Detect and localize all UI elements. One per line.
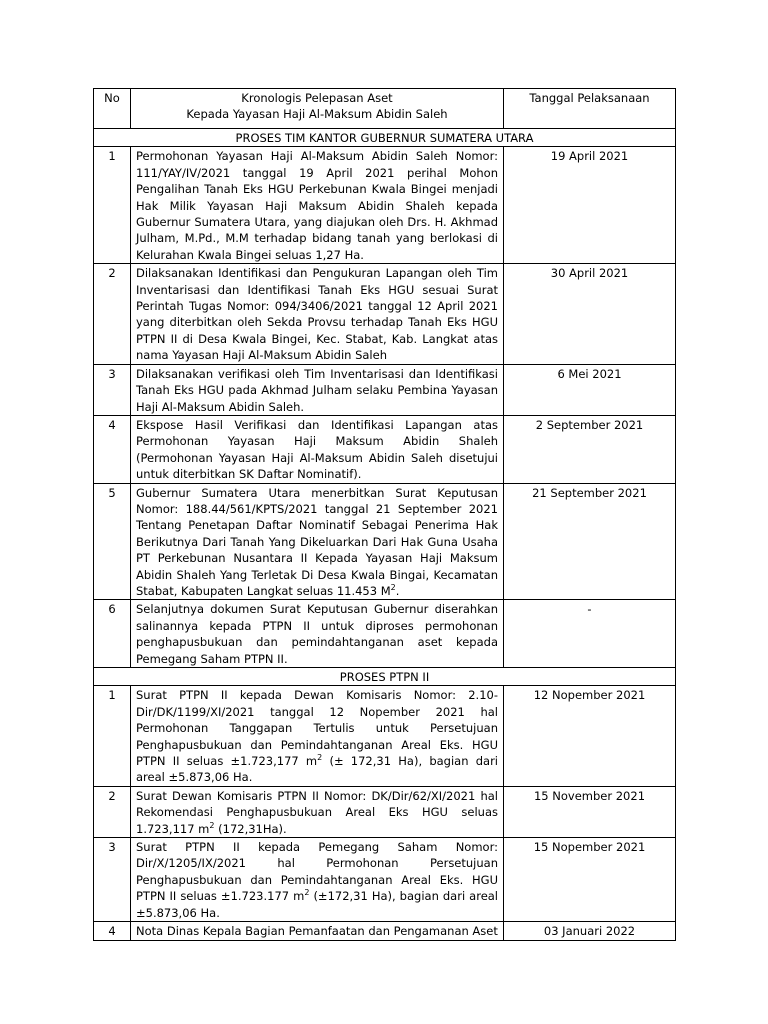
section-header-row xyxy=(94,668,676,686)
section-header-row xyxy=(94,129,676,147)
row-description xyxy=(131,483,504,600)
row-date: 2 September 2021 xyxy=(504,415,676,483)
description-text: Dilaksanakan verifikasi oleh Tim Inventarisasi dan Identifikasi Tanah Eks HGU pada Akhmad Julham selaku Pembina Yayasan Haji Al-Maksum Abidin Saleh. xyxy=(136,366,498,414)
table-row xyxy=(94,364,676,415)
table-row xyxy=(94,415,676,483)
header-date: Tanggal Pelaksanaan xyxy=(504,89,676,129)
header-title xyxy=(131,89,504,129)
description-text: Surat Dewan Komisaris PTPN II Nomor: DK/Dir/62/XI/2021 hal Rekomendasi Penghapusbukuan Areal Eks HGU seluas 1.723,117 m xyxy=(136,788,498,836)
row-number: 5 xyxy=(94,483,131,600)
table-body xyxy=(94,129,676,941)
row-number: 3 xyxy=(94,364,131,415)
header-row xyxy=(94,89,676,129)
row-description xyxy=(131,838,504,922)
row-number: 1 xyxy=(94,686,131,786)
row-description xyxy=(131,264,504,364)
row-description xyxy=(131,415,504,483)
row-description xyxy=(131,600,504,668)
row-description xyxy=(131,922,504,940)
section-title: PROSES TIM KANTOR GUBERNUR SUMATERA UTARA xyxy=(94,129,676,147)
row-date: - xyxy=(504,600,676,668)
row-date: 15 November 2021 xyxy=(504,786,676,837)
superscript: 2 xyxy=(317,753,323,763)
description-text: Gubernur Sumatera Utara menerbitkan Surat Keputusan Nomor: 188.44/561/KPTS/2021 tanggal 21 September 2021 Tentang Penetapan Daftar Nominatif Sebagai Penerima Hak Berikutnya Dari Tanah Yang Dikeluarkan Dari Hak Guna Usaha PT Perkebunan Nusantara II Kepada Yayasan Haji Maksum Abidin Shaleh Yang Terletak Di Desa Kwala Bingai, Kecamatan Stabat, Kabupaten Langkat seluas 11.453 M xyxy=(136,485,498,598)
description-text: Ekspose Hasil Verifikasi dan Identifikasi Lapangan atas Permohonan Yayasan Haji Maksum Abidin Shaleh (Permohonan Yayasan Haji Al-Maksum Abidin Saleh disetujui untuk diterbitkan SK Daftar Nominatif). xyxy=(136,417,498,482)
description-text: (± 172,31 Ha), bagian dari areal ±5.873,06 Ha. xyxy=(136,754,498,785)
description-text: Surat PTPN II kepada Dewan Komisaris Nomor: 2.10-Dir/DK/1199/XI/2021 tanggal 12 Nopember 2021 hal Permohonan Tanggapan Tertulis untuk Persetujuan Penghapusbukuan dan Pemindahtanganan Areal Eks. HGU PTPN II seluas ±1.723,177 m xyxy=(136,688,498,769)
row-number: 4 xyxy=(94,922,131,940)
section-title: PROSES PTPN II xyxy=(94,668,676,686)
row-date: 19 April 2021 xyxy=(504,147,676,264)
table-row xyxy=(94,600,676,668)
chronology-table xyxy=(93,88,676,941)
row-number: 3 xyxy=(94,838,131,922)
row-date: 30 April 2021 xyxy=(504,264,676,364)
description-text: Permohonan Yayasan Haji Al-Maksum Abidin Saleh Nomor: 111/YAY/IV/2021 tanggal 19 April 2021 perihal Mohon Pengalihan Tanah Eks HGU Perkebunan Kwala Bingei menjadi Hak Milik Yayasan Haji Maksum Abidin Shaleh kepada Gubernur Sumatera Utara, yang diajukan oleh Drs. H. Akhmad Julham, M.Pd., M.M terhadap bidang tanah yang berlokasi di Kelurahan Kwala Bingei seluas 1,27 Ha. xyxy=(136,149,498,262)
description-text: (172,31Ha). xyxy=(214,821,287,836)
table-row xyxy=(94,147,676,264)
description-text: (±172,31 Ha), bagian dari areal ±5.873,06 Ha. xyxy=(136,889,499,920)
table-row xyxy=(94,922,676,940)
description-text: Nota Dinas Kepala Bagian Pemanfaatan dan Pengamanan Aset xyxy=(136,924,498,939)
table-row xyxy=(94,786,676,837)
header-title-line2: Kepada Yayasan Haji Al-Maksum Abidin Saleh xyxy=(186,107,448,122)
row-description xyxy=(131,364,504,415)
superscript: 2 xyxy=(304,888,310,898)
description-text: . xyxy=(395,583,400,598)
header-title-line1: Kronologis Pelepasan Aset xyxy=(241,91,393,105)
row-number: 1 xyxy=(94,147,131,264)
table-row xyxy=(94,483,676,600)
row-date: 12 Nopember 2021 xyxy=(504,686,676,786)
superscript: 2 xyxy=(390,583,396,593)
row-number: 4 xyxy=(94,415,131,483)
header-no: No xyxy=(94,89,131,129)
table-row xyxy=(94,264,676,364)
row-date: 6 Mei 2021 xyxy=(504,364,676,415)
description-text: Selanjutnya dokumen Surat Keputusan Gubernur diserahkan salinannya kepada PTPN II untuk diproses permohonan penghapusbukuan dan pemindahtanganan aset kepada Pemegang Saham PTPN II. xyxy=(136,602,498,666)
row-description xyxy=(131,147,504,264)
description-text: Dilaksanakan Identifikasi dan Pengukuran Lapangan oleh Tim Inventarisasi dan Identifikasi Tanah Eks HGU sesuai Surat Perintah Tugas Nomor: 094/3406/2021 tanggal 12 April 2021 yang diterbitkan oleh Sekda Provsu terhadap Tanah Eks HGU PTPN II di Desa Kwala Bingei, Kec. Stabat, Kab. Langkat atas nama Yayasan Haji Al-Maksum Abidin Saleh xyxy=(136,266,498,363)
table-row xyxy=(94,838,676,922)
row-date: 21 September 2021 xyxy=(504,483,676,600)
superscript: 2 xyxy=(209,820,215,830)
description-text: Surat PTPN II kepada Pemegang Saham Nomor: Dir/X/1205/IX/2021 hal Permohonan Persetujuan Penghapusbukuan dan Pemindahtanganan Areal Eks. HGU PTPN II seluas ±1.723.177 m xyxy=(136,840,498,904)
row-date: 15 Nopember 2021 xyxy=(504,838,676,922)
row-number: 2 xyxy=(94,786,131,837)
row-number: 2 xyxy=(94,264,131,364)
row-number: 6 xyxy=(94,600,131,668)
table-row xyxy=(94,686,676,786)
row-description xyxy=(131,686,504,786)
row-date: 03 Januari 2022 xyxy=(504,922,676,940)
row-description xyxy=(131,786,504,837)
